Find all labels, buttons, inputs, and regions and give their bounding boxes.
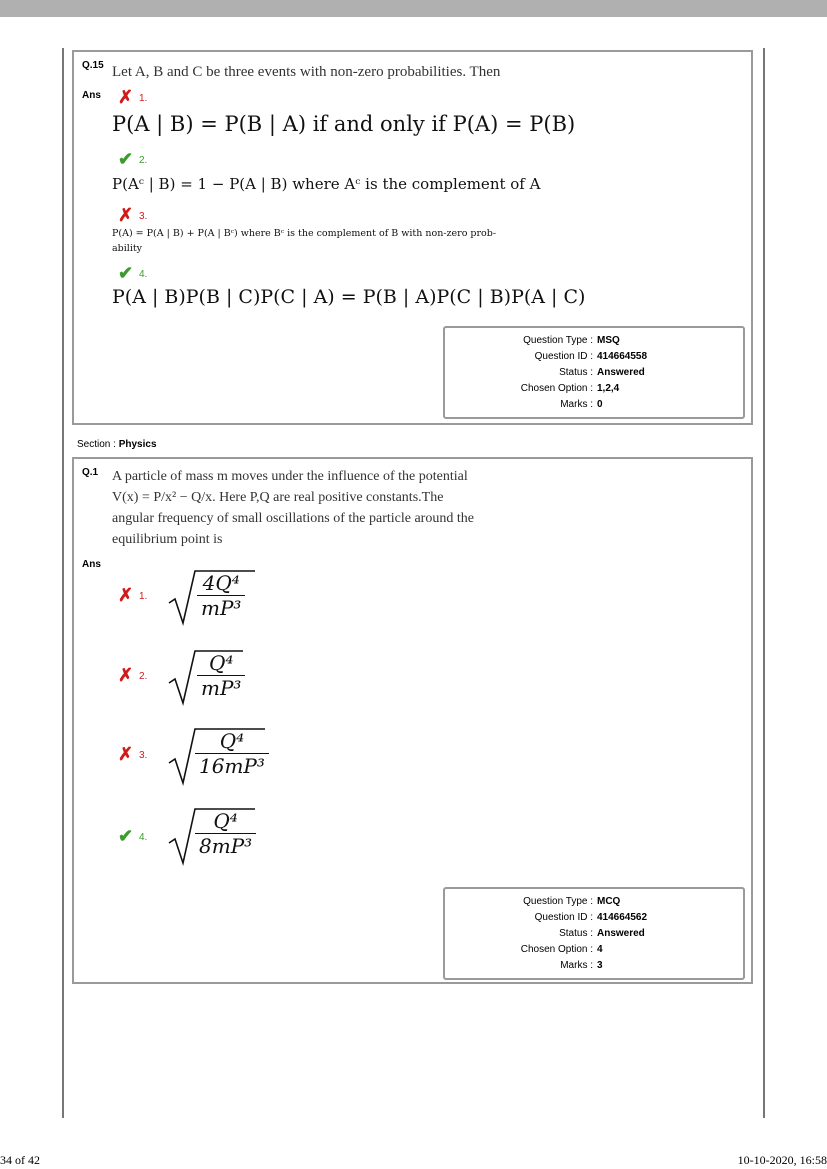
question-text-line: equilibrium point is xyxy=(112,532,223,547)
option-number: 2. xyxy=(139,155,148,166)
question-number: Q.1 xyxy=(82,467,99,478)
marks-label: Marks : xyxy=(560,399,593,410)
print-datetime: 10-10-2020, 16:58 xyxy=(737,1153,827,1167)
option-formula xyxy=(195,729,269,778)
option-number: 2. xyxy=(139,671,148,682)
option-formula xyxy=(197,571,245,620)
question-number: Q.15 xyxy=(82,60,104,71)
question-text-line: angular frequency of small oscillations of the particle around the xyxy=(112,511,474,526)
chosen-option-label: Chosen Option : xyxy=(520,383,593,394)
question-box-q15 xyxy=(72,50,753,425)
question-box-q1 xyxy=(72,457,753,984)
wrong-icon: ✗ xyxy=(118,585,134,605)
numerator: Q⁴ xyxy=(195,809,256,834)
numerator: Q⁴ xyxy=(195,729,269,754)
wrong-icon: ✗ xyxy=(118,744,134,764)
option-number: 4. xyxy=(139,269,148,280)
status-value: Answered xyxy=(597,367,645,378)
marks-value: 0 xyxy=(597,399,603,410)
question-type-value: MSQ xyxy=(597,335,620,346)
question-id-label: Question ID : xyxy=(534,351,593,362)
denominator: 16mP³ xyxy=(199,754,265,778)
left-page-rule xyxy=(62,48,64,1118)
ans-label: Ans xyxy=(82,90,101,101)
option-number: 1. xyxy=(139,591,148,602)
status-label: Status : xyxy=(559,367,593,378)
top-bar xyxy=(0,0,827,17)
question-type-value: MCQ xyxy=(597,896,621,907)
chosen-option-value: 4 xyxy=(597,944,603,955)
option-number: 3. xyxy=(139,750,148,761)
question-id-label: Question ID : xyxy=(534,912,593,923)
right-page-rule xyxy=(763,48,765,1118)
section-header xyxy=(77,439,157,450)
option-number: 1. xyxy=(139,93,148,104)
option-formula xyxy=(195,809,256,858)
denominator: 8mP³ xyxy=(199,834,253,858)
question-id-value: 414664562 xyxy=(597,912,648,923)
option-text: P(A | B) = P(B | A) if and only if P(A) = P(B) xyxy=(112,112,576,136)
correct-icon: ✔ xyxy=(118,149,134,169)
option-text: P(Aᶜ | B) = 1 − P(A | B) where Aᶜ is the complement of A xyxy=(112,175,541,193)
status-label: Status : xyxy=(559,928,593,939)
wrong-icon: ✗ xyxy=(118,665,134,685)
option-formula xyxy=(197,651,245,700)
ans-label: Ans xyxy=(82,559,101,570)
chosen-option-label: Chosen Option : xyxy=(520,944,593,955)
section-label: Section : xyxy=(77,439,116,450)
section-name: Physics xyxy=(118,439,157,450)
option-text: P(A | B)P(B | C)P(C | A) = P(B | A)P(C | B)P(A | C) xyxy=(112,286,586,308)
status-value: Answered xyxy=(597,928,645,939)
page-number: 34 of 42 xyxy=(0,1153,40,1167)
correct-icon: ✔ xyxy=(118,263,134,283)
question-info-panel xyxy=(443,326,745,419)
question-text-line: V(x) = P/x² − Q/x. Here P,Q are real positive constants.The xyxy=(112,490,444,505)
option-text-continued: ability xyxy=(112,243,143,254)
denominator: mP³ xyxy=(201,676,242,700)
marks-value: 3 xyxy=(597,960,603,971)
option-number: 3. xyxy=(139,211,148,222)
question-type-label: Question Type : xyxy=(523,896,593,907)
numerator: 4Q⁴ xyxy=(197,571,245,596)
numerator: Q⁴ xyxy=(197,651,245,676)
option-number: 4. xyxy=(139,832,148,843)
question-text: Let A, B and C be three events with non-zero probabilities. Then xyxy=(112,64,501,80)
chosen-option-value: 1,2,4 xyxy=(597,383,620,394)
question-type-label: Question Type : xyxy=(523,335,593,346)
marks-label: Marks : xyxy=(560,960,593,971)
option-text: P(A) = P(A | B) + P(A | Bᶜ) where Bᶜ is the complement of B with non-zero prob- xyxy=(112,228,497,239)
wrong-icon: ✗ xyxy=(118,87,134,107)
wrong-icon: ✗ xyxy=(118,205,134,225)
question-info-panel xyxy=(443,887,745,980)
question-text-line: A particle of mass m moves under the influence of the potential xyxy=(112,469,468,484)
question-id-value: 414664558 xyxy=(597,351,648,362)
denominator: mP³ xyxy=(201,596,242,620)
correct-icon: ✔ xyxy=(118,826,134,846)
